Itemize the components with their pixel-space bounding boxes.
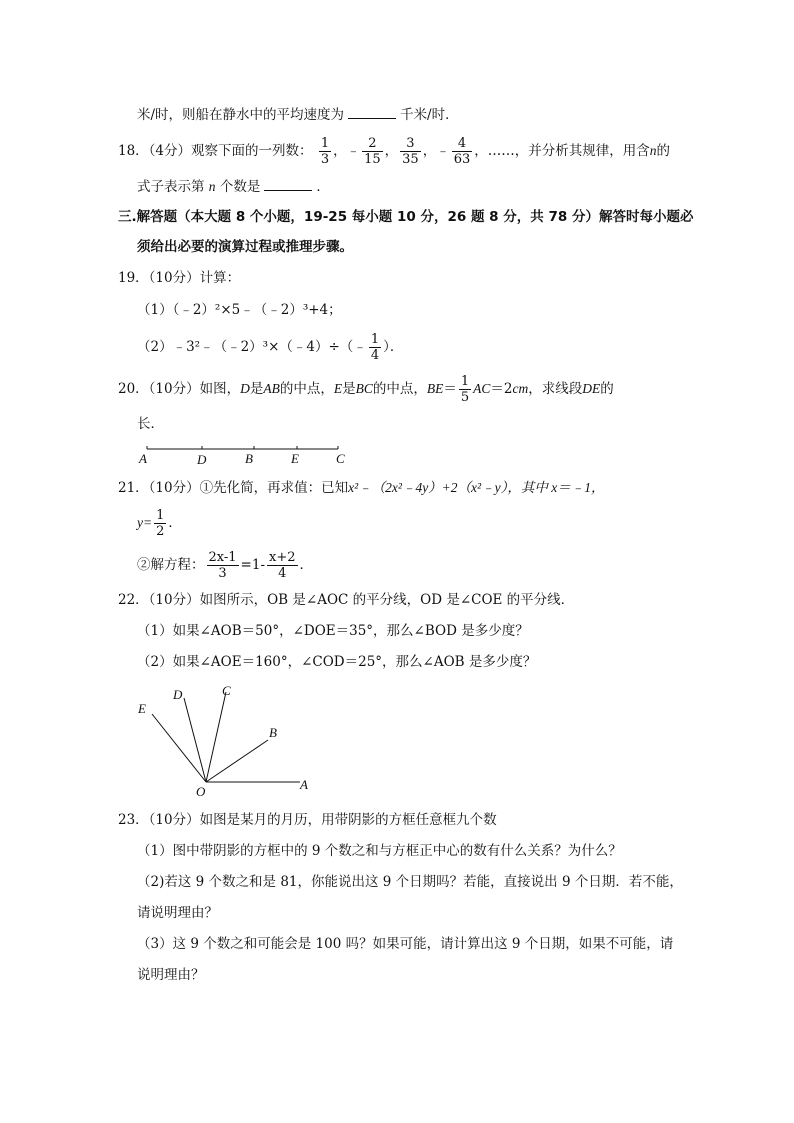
q19-part1: （1）（﹣2）²×5﹣（﹣2）³+4；	[137, 302, 342, 318]
ray-b-label: B	[269, 725, 277, 740]
fraction-4: $\frac{4}{63}$	[453, 136, 471, 167]
ray-d-label: D	[173, 687, 183, 702]
ray-c-label: C	[222, 683, 231, 698]
q20-line1: 20．（10分）如图，D是AB的中点，E是BC的中点，BE＝ $\frac{1}{5}$ AC＝2cm，求线段DE的	[118, 374, 614, 405]
q23-part2a: （2)若这 9 个数之和是 81，你能说出这 9 个日期吗？若能，直接说出 9 个日期．若不能，	[137, 874, 683, 890]
q23-part3a: （3）这 9 个数之和可能会是 100 吗？如果可能，请计算出这 9 个日期，如果不可能，请	[137, 936, 674, 952]
point-a-label: A	[139, 451, 147, 466]
q22-part1: （1）如果∠AOB＝50°，∠DOE＝35°，那么∠BOD 是多少度？	[137, 623, 529, 639]
point-b-label: B	[245, 451, 253, 466]
section-heading-cont: 须给出必要的演算过程或推理步骤。	[137, 239, 353, 255]
fraction-1: $\frac{1}{3}$	[320, 136, 330, 167]
fraction-2: $\frac{2}{15}$	[364, 136, 381, 167]
q23-label: 23．（10分）如图是某月的月历，用带阴影的方框任意框九个数	[118, 812, 497, 828]
point-d-label: D	[197, 452, 207, 467]
q18-line1: 18．（4分）观察下面的一列数： $\frac{1}{3}$ ，﹣ $\frac{2}{15}$ ， $\frac{3}{35}$ ，﹣ $\frac{4}{63}$ ，……，并分析其规律，用含n的	[118, 136, 670, 167]
q23-part2b: 请说明理由？	[137, 905, 218, 921]
q19-label: 19．（10分）计算：	[118, 270, 241, 286]
ray-a-label: A	[300, 777, 308, 792]
vertex-o-label: O	[196, 784, 206, 799]
point-c-label: C	[336, 451, 345, 466]
q21-line2: y= $\frac{1}{2}$ ．	[137, 508, 182, 539]
section-heading: 三.解答题（本大题 8 个小题，19-25 每小题 10 分，26 题 8 分，共 78 分）解答时每小题必	[118, 209, 694, 225]
q20-line2: 长．	[137, 416, 164, 432]
q23-part3b: 说明理由？	[137, 967, 205, 983]
q19-part2: （2）﹣3²﹣（﹣2）³×（﹣4）÷（﹣ $\frac{1}{4}$ ）．	[137, 332, 404, 363]
q22-line1: 22．（10分）如图所示，OB 是∠AOC 的平分线，OD 是∠COE 的平分线．	[118, 592, 575, 608]
answer-blank	[348, 104, 396, 119]
fraction-3: $\frac{3}{35}$	[402, 136, 419, 167]
angle-diagram	[130, 680, 330, 800]
segment-diagram	[130, 440, 360, 470]
q21-line3: ②解方程： $\frac{2x-1}{3}$ =1- $\frac{x+2}{4}$ ．	[137, 550, 314, 581]
q17-line: 米/时，则船在静水中的平均速度为 千米/时．	[137, 104, 459, 125]
point-e-label: E	[291, 451, 299, 466]
q23-part1: （1）图中带阴影的方框中的 9 个数之和与方框正中心的数有什么关系？为什么？	[137, 843, 622, 859]
answer-blank	[264, 176, 312, 191]
q18-line2: 式子表示第 n 个数是 ．	[137, 176, 330, 197]
q22-part2: （2）如果∠AOE＝160°，∠COD＝25°，那么∠AOB 是多少度？	[137, 654, 537, 670]
ray-e-label: E	[138, 701, 146, 716]
q21-line1: 21．（10分）①先化简，再求值：已知x²﹣（2x²﹣4y）+2（x²﹣y），其中 x＝﹣1，	[118, 480, 605, 496]
